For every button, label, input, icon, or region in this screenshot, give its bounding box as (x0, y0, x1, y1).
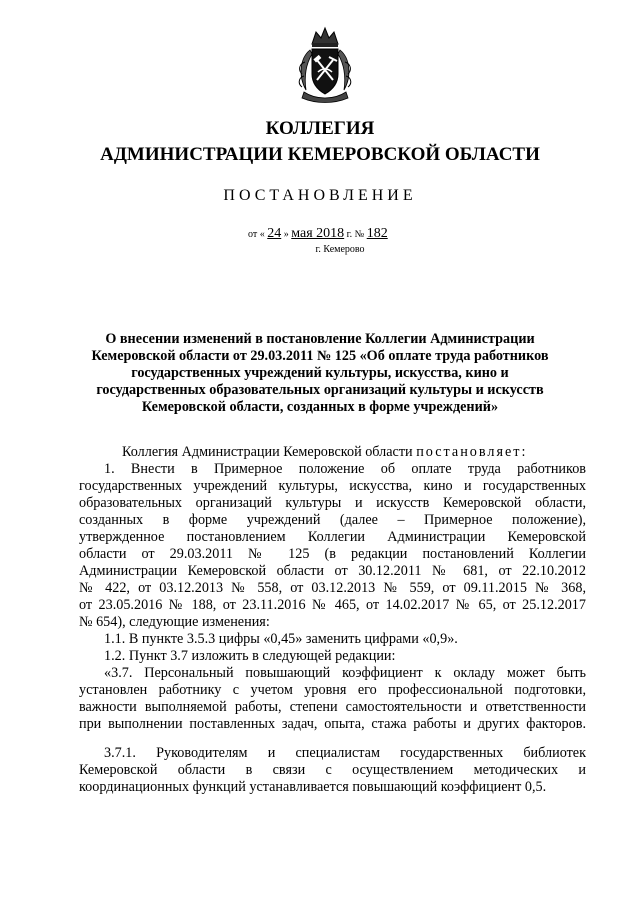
body-line: Кемеровской области в связи с осуществлением методических и (79, 762, 586, 778)
body-line: № 422, от 03.12.2013 № 558, от 03.12.2013 № 559, от 09.11.2015 № 368, (79, 580, 586, 596)
title-line: Кемеровской области от 29.03.2011 № 125 «Об оплате труда работников (91, 348, 549, 364)
body-line: Администрации Кемеровской области от 30.12.2011 № 681, от 22.10.2012 (79, 563, 586, 579)
body-line: 1.1. В пункте 3.5.3 цифры «0,45» заменить цифрами «0,9». (104, 631, 458, 647)
number-prefix: № (354, 229, 365, 240)
body-line: от 23.05.2016 № 188, от 23.11.2016 № 465, от 14.02.2017 № 65, от 25.12.2017 (79, 597, 586, 613)
title-line: Кемеровской области, созданных в форме учреждений» (141, 399, 499, 415)
city: г. Кемерово (315, 244, 365, 255)
document-number: 182 (366, 226, 388, 241)
body-line: важности выполняемой работы, степени самостоятельности и ответственности (79, 699, 586, 715)
body-line: при выполнении поставленных задач, опыта, стажа работы и других факторов. (79, 716, 586, 732)
body-line: утвержденное постановлением Коллегии Администрации Кемеровской (79, 529, 586, 545)
date-suffix: г. (346, 229, 353, 240)
title-line: государственных учреждений культуры, искусства, кино и (131, 365, 509, 381)
coat-of-arms-emblem (296, 24, 354, 106)
org-name-line1: КОЛЛЕГИЯ (265, 118, 375, 139)
date-day: 24 (267, 226, 282, 241)
intro-line (122, 444, 586, 461)
org-name-line2: АДМИНИСТРАЦИИ КЕМЕРОВСКОЙ ОБЛАСТИ (100, 144, 540, 165)
document-type: ПОСТАНОВЛЕНИЕ (223, 187, 417, 204)
date-month-year: мая 2018 (291, 226, 345, 241)
body-line: области от 29.03.2011 № 125 (в редакции постановлений Коллегии (79, 546, 586, 562)
body-line: 1. Внести в Примерное положение об оплате труда работников (104, 461, 586, 477)
intro-decree-word: постановляет: (416, 444, 528, 460)
date-mid: » (283, 229, 289, 240)
date-prefix: от « (248, 229, 265, 240)
body-line: координационных функций устанавливается повышающий коэффициент 0,5. (79, 779, 547, 795)
body-line: «3.7. Персональный повышающий коэффициент к окладу может быть (104, 665, 586, 681)
title-line: О внесении изменений в постановление Коллегии Администрации (105, 331, 535, 347)
body-line: 1.2. Пункт 3.7 изложить в следующей редакции: (104, 648, 396, 664)
title-line: государственных образовательных организаций культуры и искусств (96, 382, 544, 398)
intro-text: Коллегия Администрации Кемеровской области (122, 444, 413, 460)
date-number-line (248, 226, 388, 243)
body-line: 3.7.1. Руководителям и специалистам государственных библиотек (104, 745, 586, 761)
body-line: государственных учреждений культуры, искусства, кино и государственных (79, 478, 586, 494)
body-line: № 654), следующие изменения: (79, 614, 270, 630)
body-line: образовательных организаций культуры и искусств Кемеровской области, (79, 495, 586, 511)
body-line: созданных в форме учреждений (далее – Примерное положение), (79, 512, 586, 528)
body-line: установлен работнику с учетом уровня его профессиональной подготовки, (79, 682, 586, 698)
